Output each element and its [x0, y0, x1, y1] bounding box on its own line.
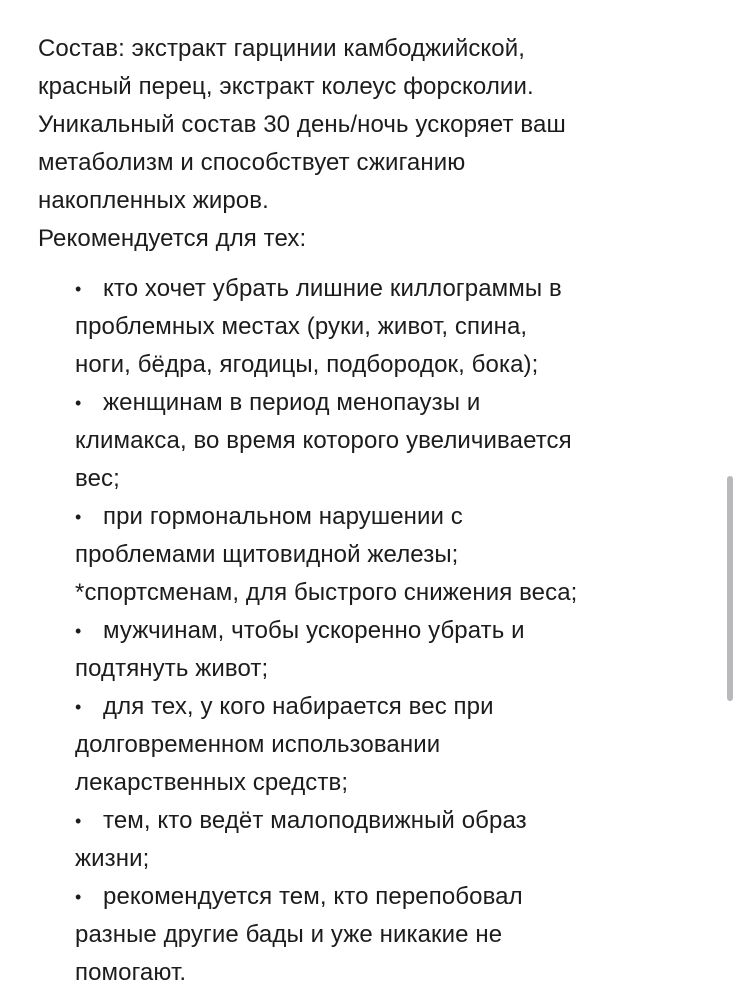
- composition-line: Состав: экстракт гарцинии камбоджийской,: [38, 35, 526, 62]
- text-content: [38, 30, 678, 992]
- list-item-text: проблемных местах (руки, живот, спина,: [75, 313, 528, 340]
- list-item-text: для тех, у кого набирается вес при: [103, 693, 494, 720]
- composition-line: метаболизм и способствует сжиганию: [38, 149, 466, 176]
- composition-line: красный перец, экстракт колеус форсколии.: [38, 73, 534, 100]
- composition-line: накопленных жиров.: [38, 187, 269, 214]
- list-item: [75, 612, 678, 688]
- list-item: [75, 270, 678, 384]
- list-item-text: долговременном использовании: [75, 731, 441, 758]
- recommendation-list: [38, 270, 678, 992]
- composition-line: Уникальный состав 30 день/ночь ускоряет ваш: [38, 111, 566, 138]
- list-item-text: помогают.: [75, 959, 187, 986]
- bullet-icon: •: [75, 887, 82, 907]
- list-item: [75, 878, 678, 992]
- list-item-text: климакса, во время которого увеличивается: [75, 427, 572, 454]
- scrollbar-thumb[interactable]: [727, 476, 733, 701]
- list-item-text: подтянуть живот;: [75, 655, 269, 682]
- bullet-icon: •: [75, 279, 82, 299]
- list-item-text: при гормональном нарушении с: [103, 503, 463, 530]
- bullet-icon: •: [75, 621, 82, 641]
- list-item-text: вес;: [75, 465, 120, 492]
- list-item-text: рекомендуется тем, кто перепобовал: [103, 883, 523, 910]
- list-item-text: тем, кто ведёт малоподвижный образ: [103, 807, 527, 834]
- list-item: [75, 384, 678, 498]
- list-item-text: кто хочет убрать лишние киллограммы в: [103, 275, 562, 302]
- list-item-text: ноги, бёдра, ягодицы, подбородок, бока);: [75, 351, 539, 378]
- bullet-icon: •: [75, 393, 82, 413]
- list-item: [75, 498, 678, 612]
- composition-paragraph: [38, 30, 678, 220]
- bullet-icon: •: [75, 697, 82, 717]
- list-item-text: *спортсменам, для быстрого снижения веса;: [75, 579, 578, 606]
- list-item-text: проблемами щитовидной железы;: [75, 541, 459, 568]
- list-item-text: женщинам в период менопаузы и: [103, 389, 481, 416]
- recommended-heading: Рекомендуется для тех:: [38, 225, 307, 252]
- list-item-text: жизни;: [75, 845, 150, 872]
- bullet-icon: •: [75, 507, 82, 527]
- list-item: [75, 802, 678, 878]
- bullet-icon: •: [75, 811, 82, 831]
- list-item-text: разные другие бады и уже никакие не: [75, 921, 503, 948]
- list-item-text: лекарственных средств;: [75, 769, 349, 796]
- list-item: [75, 688, 678, 802]
- list-item-text: мужчинам, чтобы ускоренно убрать и: [103, 617, 525, 644]
